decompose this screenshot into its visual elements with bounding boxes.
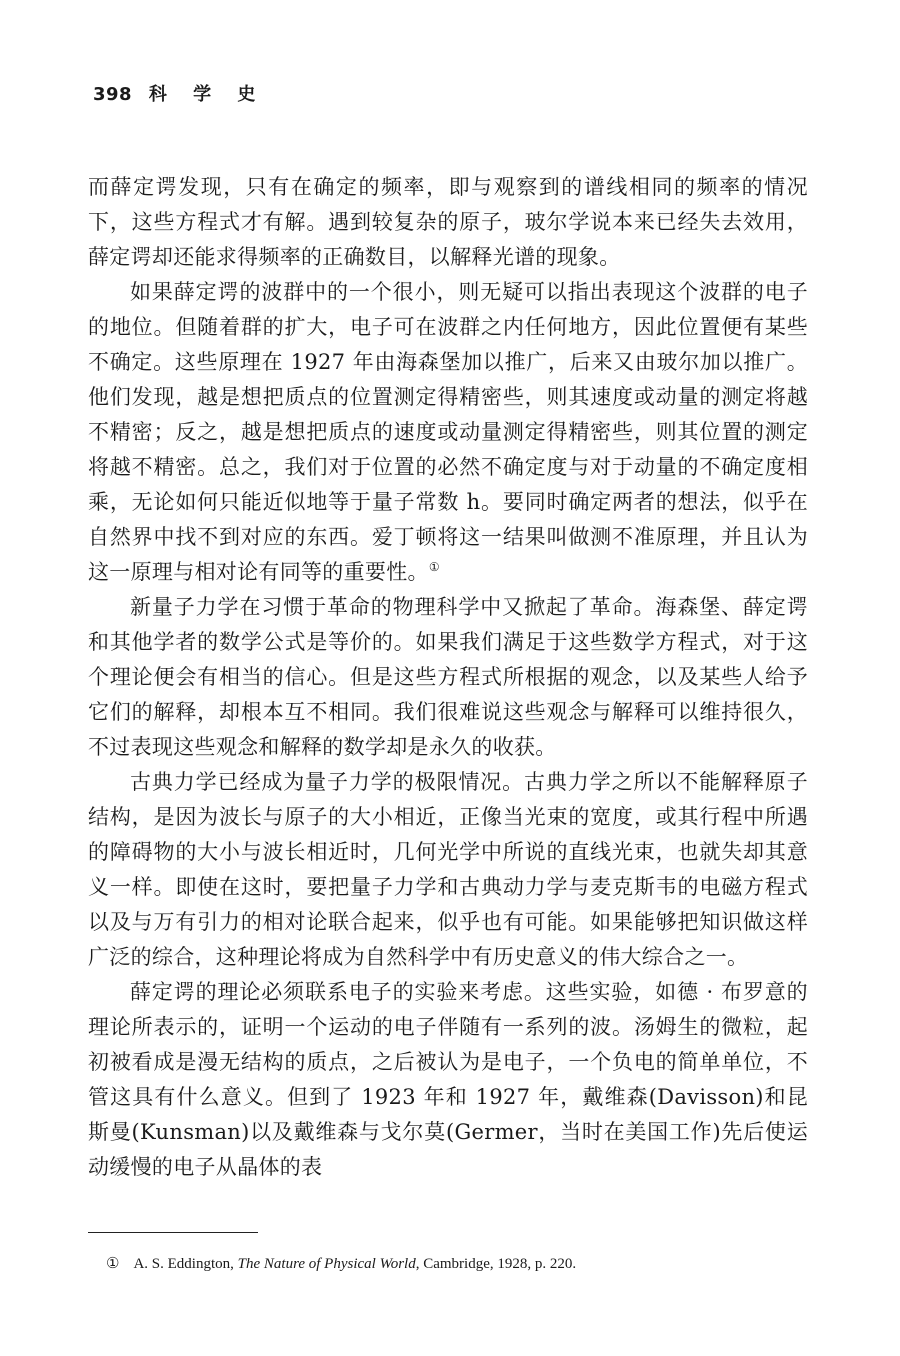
book-title: 科 学 史: [148, 84, 266, 105]
paragraph-3: 新量子力学在习惯于革命的物理科学中又掀起了革命。海森堡、薛定谔和其他学者的数学公式是等价的。如果我们满足于这些数学方程式，对于这个理论便会有相当的信心。但是这些方程式所根据的观念，以及某些人给予它们的解释，却根本互不相同。我们很难说这些观念与解释可以维持很久，不过表现这些观念和解释的数学却是永久的收获。: [88, 595, 808, 759]
paragraph-2: [88, 275, 808, 590]
paragraph-5: 薛定谔的理论必须联系电子的实验来考虑。这些实验，如德 · 布罗意的理论所表示的，证明一个运动的电子伴随有一系列的波。汤姆生的微粒，起初被看成是漫无结构的质点，之后被认为是电子，一个负电的简单单位，不管这具有什么意义。但到了 1923 年和 1927 年，戴维森(Davisson)和昆斯曼(Kunsman)以及戴维森与戈尔莫(Germer，当时在美国工作)先后使运动缓慢的电子从晶体的表: [88, 980, 808, 1179]
footnote-mark: ①: [106, 1256, 120, 1272]
footnote-author: A. S. Eddington,: [133, 1256, 234, 1272]
footnote: [106, 1254, 576, 1273]
footnote-title: The Nature of Physical World: [237, 1256, 416, 1272]
footnote-rest: , Cambridge, 1928, p. 220.: [415, 1256, 577, 1272]
paragraph-4: 古典力学已经成为量子力学的极限情况。古典力学之所以不能解释原子结构，是因为波长与原子的大小相近，正像当光束的宽度，或其行程中所遇的障碍物的大小与波长相近时，几何光学中所说的直线光束，也就失却其意义一样。即使在这时，要把量子力学和古典动力学与麦克斯韦的电磁方程式以及与万有引力的相对论联合起来，似乎也有可能。如果能够把知识做这样广泛的综合，这种理论将成为自然科学中有历史意义的伟大综合之一。: [88, 770, 808, 969]
page-number: 398: [93, 84, 133, 105]
paragraph-2-text: 如果薛定谔的波群中的一个很小，则无疑可以指出表现这个波群的电子的地位。但随着群的扩大，电子可在波群之内任何地方，因此位置便有某些不确定。这些原理在 1927 年由海森堡加以推广，后来又由玻尔加以推广。他们发现，越是想把质点的位置测定得精密些，则其速度或动量的测定将越不精密；反之，越是想把质点的速度或动量测定得精密些，则其位置的测定将越不精密。总之，我们对于位置的必然不确定度与对于动量的不确定度相乘，无论如何只能近似地等于量子常数 h。要同时确定两者的想法，似乎在自然界中找不到对应的东西。爱丁顿将这一结果叫做测不准原理，并且认为这一原理与相对论有同等的重要性。: [88, 280, 808, 584]
running-header: [93, 80, 265, 106]
footnote-reference: ①: [428, 560, 440, 574]
footnote-divider: [88, 1232, 258, 1233]
body-text: [88, 170, 808, 1185]
paragraph-1: 而薛定谔发现，只有在确定的频率，即与观察到的谱线相同的频率的情况下，这些方程式才有解。遇到较复杂的原子，玻尔学说本来已经失去效用，薛定谔却还能求得频率的正确数目，以解释光谱的现象。: [88, 175, 808, 269]
